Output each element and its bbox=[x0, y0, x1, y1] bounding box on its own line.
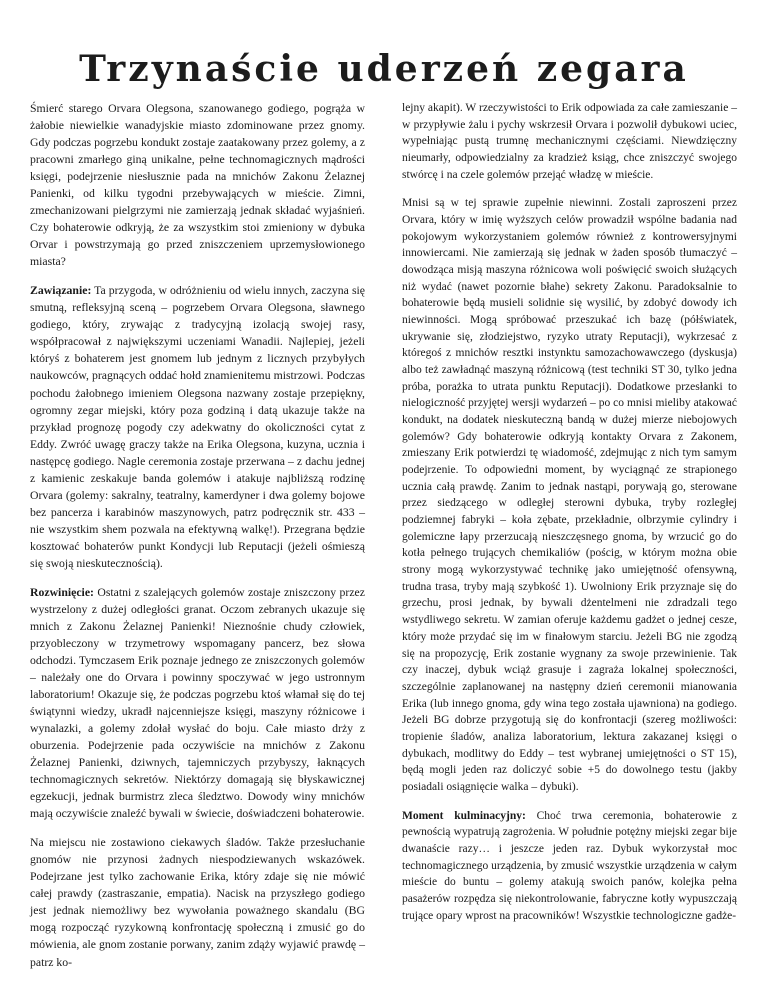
climax-text: Choć trwa ceremonia, bohaterowie z pewnością wypatrują zagrożenia. W południe potężny miejski zegar bije dwanaście razy… i jeszcze jeden raz. Dybuk wykorzystał moc technomagicznego urządzenia, by zmusić wszystkie urządzenia w całym mieście do buntu – golemy atakują swoich panów, kolejka pełna pasażerów rozpędza się niekontrolowanie, fabryczne kotły wypuszczają trujące opary wprost na pracowników! Wszystkie technologiczne gadże- bbox=[402, 809, 737, 922]
monks-paragraph: Mnisi są w tej sprawie zupełnie niewinni. Zostali zaproszeni przez Orvara, który w imię wyższych celów prowadził wspólne badania nad pokojowym wykorzystaniem golemów również z kontrowersyjnymi innowiercami. Nie zamierzają się jednak w żaden sposób tłumaczyć – dowodząca misją maszyna różnicowa woli poświęcić swoich służących niż wydać (nawet pozornie błahe) sekrety Zakonu. Paradoksalnie to bohaterowie będą musieli solidnie się wysilić, by zdobyć dowody ich niewinności. Mogą spróbować przeszukać ich bazę (półświatek, ukrywanie się, złodziejstwo, ryzyko utraty Reputacji), wykrzesać z któregoś z mnichów resztki instynktu samozachowawczego (dyskusja) albo też zawładnąć maszyną różnicową (test techniki ST 30, tylko jedna próba, porażka to utrata punktu Reputacji). Dodatkowe przesłanki to nielogiczność przyjętej wersji wydarzeń – po co mnisi mieliby atakować kondukt, na dodatek nieskuteczną bandą w dużej mierze niebojowych golemów? Gdy bohaterowie odkryją kontakty Orvara z Zakonem, zmieszany Erik potwierdzi tę wiadomość, zdejmując z nich tym samym podejrzenie. To odpowiedni moment, by wyciągnąć ze strapionego ucznia całą prawdę. Zanim to jednak nastąpi, porywają go, sterowane przez siedzącego w odległej sterowni dybuka, tryby rozległej podziemnej fabryki – koła zębate, przekładnie, olbrzymie cylindry i golemiczne łapy przerzucają nieszczęsnego gnoma, by wrzucić go do kotła pełnego trujących chemikaliów (pościg, w którym można obie strony mogą wykorzystywać technikę jako umiejętność ofensywną, trudna trasa, tryby mają szybkość 1). Uwolniony Erik przyznaje się do grzechu, prosi jednak, by bywali dżentelmeni nie zdradzali tego wstydliwego sekretu. W zamian oferuje każdemu gadżet o jednej cesze, który może przydać się im w finałowym starciu. Jeżeli BG nie zgodzą się na propozycję, Erik zostanie wygnany za swoje przewinienie. Tak czy inaczej, dybuk wciąż grasuje i zagraża lokalnej społeczności, szczególnie zaplanowanej na następny dzień ceremonii mianowania Erika (lub innego gnoma, gdy wina tego została ujawniona) na godiego. Jeżeli BG dobrze przygotują się do konfrontacji (szereg możliwości: tropienie śladów, analiza laboratorium, lektura zakazanej księgi o dybukach, modlitwy do Eddy – test wybranej umiejętności o ST 15), będą mogli jeden raz doliczyć sobie +5 do dowolnego testu (jakby posiadali osiągnięcie walka – dybuki). bbox=[402, 197, 737, 793]
development-text: Ostatni z szalejących golemów zostaje zniszczony przez wystrzelony z dużej odległości granat. Oczom zebranych ukazuje się mnich z Zakonu Żelaznej Panienki! Nieznośnie chudy człowiek, przyobleczony w trzymetrowy wspomagany pancerz, bez słowa odchodzi. Tymczasem Erik poznaje jednego ze zniszczonych golemów – należały one do Orvara i powinny spoczywać w jego ustronnym laboratorium! Okazuje się, że podczas pogrzebu ktoś włamał się do tej świątynni wiedzy, ukradł najcenniejsze księgi, maszyny różnicowe i wynalazki, a golemy zdołał wysłać do boju. Całe miasto drży z oburzenia. Podejrzenie pada oczywiście na mnichów z Zakonu Żelaznej Panienki, dziwnych, tajemniczych przybyszy, łaknących technomagicznych sekretów. Niektórzy domagają się błyskawicznej egzekucji, jednak burmistrz zleca śledztwo. Dowody winy mnichów mają oczywiście znaleźć bywali w świecie, doświadczeni bohaterowie. bbox=[30, 585, 365, 821]
climax-paragraph bbox=[402, 808, 737, 925]
intro-paragraph: Śmierć starego Orvara Olegsona, szanowanego godiego, pogrąża w żałobie niewielkie wanadyjskie miasto zdominowane przez gnomy. Gdy podczas pogrzebu kondukt zostaje zaatakowany przez golemy, a z pracowni zmarłego giną unikalne, pełne technomagicznych mądrości księgi, podejrzenie niesłusznie pada na mnichów Zakonu Żelaznej Panienki, od kilku tygodni przebywających w mieście. Zimni, zmechanizowani pielgrzymi nie zamierzają jednak składać wyjaśnień. Czy bohaterowie odkryją, że za wszystkim stoi zmieniony w dybuka Orvar i powstrzymają go przed zniszczeniem uprzemysłowionego miasta? bbox=[30, 102, 365, 269]
development-lead: Rozwinięcie: bbox=[30, 585, 94, 599]
setup-lead: Zawiązanie: bbox=[30, 284, 92, 298]
left-column bbox=[30, 100, 365, 983]
continuation-paragraph: lejny akapit). W rzeczywistości to Erik odpowiada za całe zamieszanie – w przypływie żalu i pychy wskrzesił Orvara i pozwolił dybukowi uciec, wypełniając pustą trumnę mechanicznymi częściami. Niewdzięczny nieumarły, odpowiedzialny za kradzież ksiąg, chce zniszczyć swojego stwórcę i na czele golemów przejąć władzę w mieście. bbox=[402, 102, 737, 181]
development-paragraph bbox=[30, 584, 365, 822]
page-title: Trzynaście uderzeń zegara bbox=[79, 48, 689, 90]
setup-text: Ta przygoda, w odróżnieniu od wielu innych, zaczyna się smutną, refleksyjną sceną – pogrzebem Orvara Olegsona, sławnego godiego, który, zrywając z tradycyjną izolacją swojej rasy, współpracował z największymi uczeniami Wanadii. Najlepiej, jeżeli któryś z bohaterem jest gnomem lub jednym z licznych przybyłych naukowców, pragnących oddać hołd znamienitemu mistrzowi. Podczas pochodu żałobnego imieniem Olegsona nazwany zostaje przepiękny, ogromny zegar miejski, który poza godziną i datą ukazuje także na przykład prognozę pogody czy adekwatny do okoliczności cytat z Eddy. Zwróć uwagę graczy także na Erika Olegsona, kuzyna, ucznia i następcę godiego. Nagle ceremonia zostaje przerwana – z dachu jednej z kamienic zeskakuje banda golemów i atakuje najbliższą rodzinę Orvara (golemy: sakralny, teatralny, kamerdyner i dwa golemy bojowe bez pancerza i karabinów maszynowych, patrz podręcznik str. 433 – nie wszystkim shem pozwala na efektywną walkę!). Przegrana będzie kosztować bohaterów punkt Kondycji lub Reputacji (jeżeli ośmieszą się swoją nieskutecznością). bbox=[30, 284, 365, 570]
setup-paragraph bbox=[30, 282, 365, 572]
climax-lead: Moment kulminacyjny: bbox=[402, 809, 526, 822]
investigation-paragraph: Na miejscu nie zostawiono ciekawych śladów. Także przesłuchanie gnomów nie przynosi żadnych niespodziewanych wskazówek. Podejrzane jest tylko zachowanie Erika, który zdaje się nie mówić całej prawdy (zastraszanie, empatia). Nacisk na przyszłego godiego jest jednak niemożliwy bez wywołania poważnego skandalu (BG mogą rozpocząć ryzykowną konfrontację społeczną i zmusić go do mówienia, ale gnom zostanie porwany, zanim zdąży wyjawić prawdę – patrz ko- bbox=[30, 836, 365, 969]
right-column bbox=[402, 100, 737, 936]
